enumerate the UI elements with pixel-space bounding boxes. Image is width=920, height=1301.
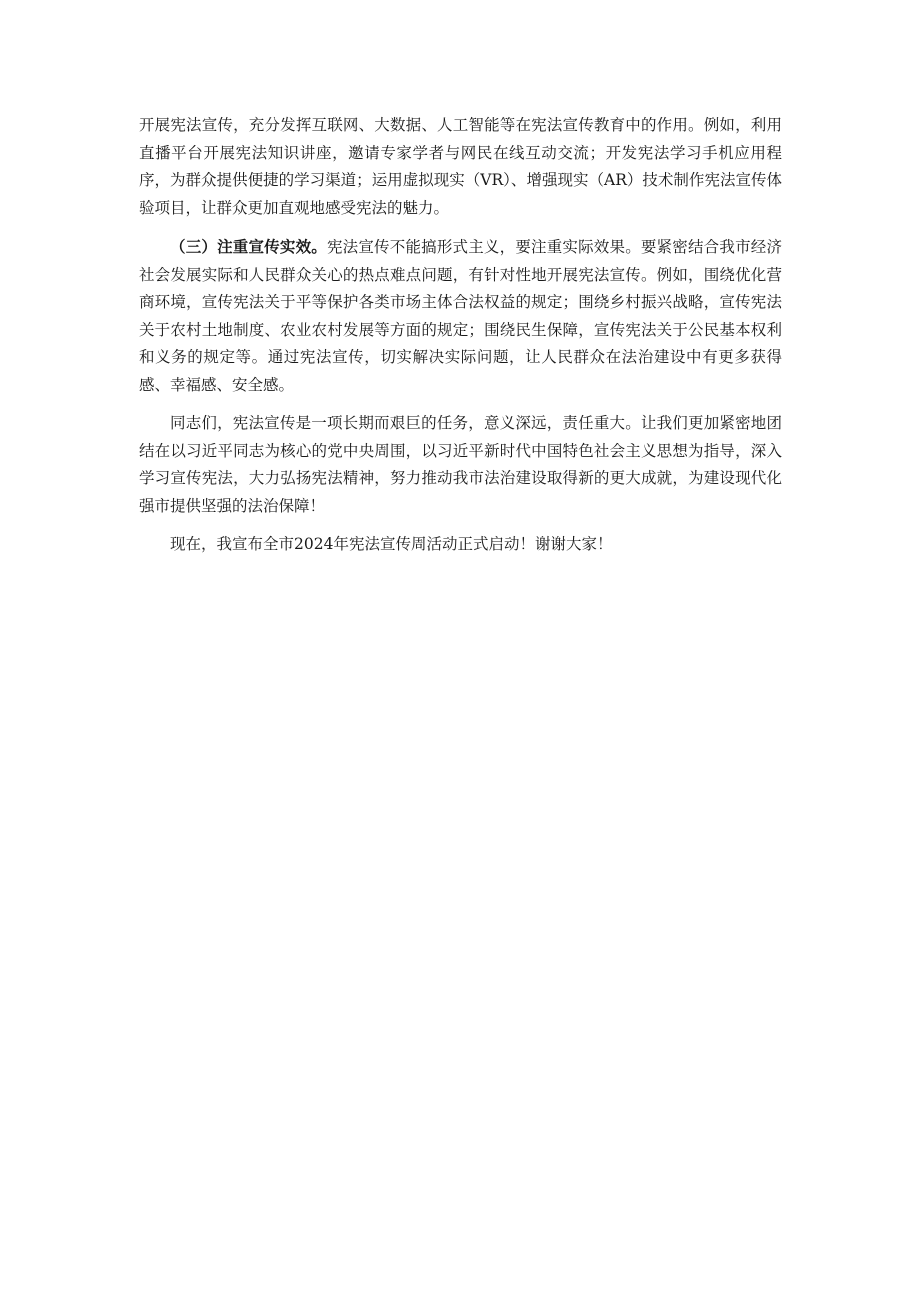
section-heading: （三）注重宣传实效。 <box>170 237 327 256</box>
paragraph-practical-effect <box>139 233 782 399</box>
paragraph-text: 宪法宣传不能搞形式主义，要注重实际效果。要紧密结合我市经济社会发展实际和人民群众关心的热点难点问题，有针对性地开展宪法宣传。例如，围绕优化营商环境，宣传宪法关于平等保护各类市场主体合法权益的规定；围绕乡村振兴战略，宣传宪法关于农村土地制度、农业农村发展等方面的规定；围绕民生保障，宣传宪法关于公民基本权利和义务的规定等。通过宪法宣传，切实解决实际问题，让人民群众在法治建设中有更多获得感、幸福感、安全感。 <box>139 238 782 394</box>
paragraph-text: 同志们，宪法宣传是一项长期而艰巨的任务，意义深远，责任重大。让我们更加紧密地团结在以习近平同志为核心的党中央周围，以习近平新时代中国特色社会主义思想为指导，深入学习宣传宪法，大力弘扬宪法精神，努力推动我市法治建设取得新的更大成就，为建设现代化强市提供坚强的法治保障！ <box>139 414 782 515</box>
paragraph-closing-call <box>139 410 782 520</box>
paragraph-text: 开展宪法宣传，充分发挥互联网、大数据、人工智能等在宪法宣传教育中的作用。例如，利用直播平台开展宪法知识讲座，邀请专家学者与网民在线互动交流；开发宪法学习手机应用程序，为群众提供便捷的学习渠道；运用虚拟现实（VR）、增强现实（AR）技术制作宪法宣传体验项目，让群众更加直观地感受宪法的魅力。 <box>139 116 782 217</box>
paragraph-text: 现在，我宣布全市2024年宪法宣传周活动正式启动！谢谢大家！ <box>170 535 613 553</box>
paragraph-announcement <box>139 531 782 559</box>
paragraph-online-publicity <box>139 112 782 222</box>
document-body <box>139 112 782 570</box>
